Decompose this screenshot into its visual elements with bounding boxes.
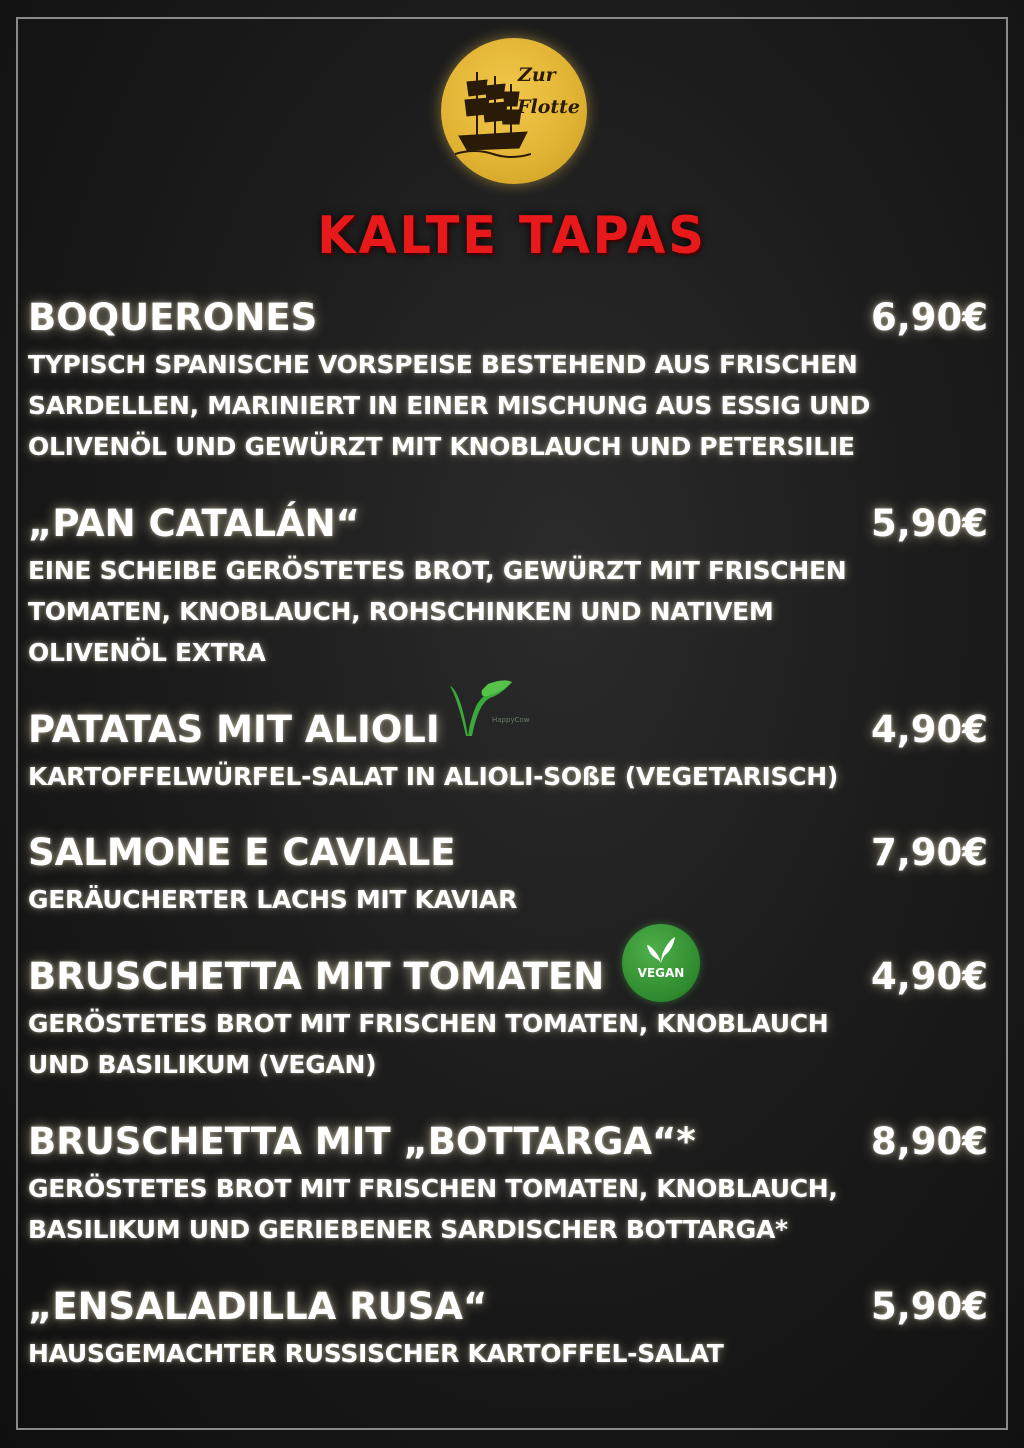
menu-item <box>28 296 988 467</box>
leaf-icon <box>647 935 675 965</box>
item-name: „ENSALADILLA RUSA“ <box>28 1285 488 1328</box>
happycow-watermark: HappyCow <box>492 716 530 724</box>
item-description <box>28 550 988 673</box>
logo-text-line2: Flotte <box>517 96 581 118</box>
item-name: BOQUERONES <box>28 296 318 339</box>
description-line: GERÄUCHERTER LACHS MIT KAVIAR <box>28 885 518 914</box>
description-line: TOMATEN, KNOBLAUCH, ROHSCHINKEN UND NATIVEM <box>28 597 774 626</box>
description-line: SARDELLEN, MARINIERT IN EINER MISCHUNG AUS ESSIG UND <box>28 391 871 420</box>
item-description <box>28 879 988 920</box>
item-price: 7,90€ <box>870 831 988 874</box>
description-line: TYPISCH SPANISCHE VORSPEISE BESTEHEND AUS FRISCHEN <box>28 350 858 379</box>
description-line: OLIVENÖL UND GEWÜRZT MIT KNOBLAUCH UND PETERSILIE <box>28 432 855 461</box>
menu-item <box>28 831 988 920</box>
description-line: GERÖSTETES BROT MIT FRISCHEN TOMATEN, KNOBLAUCH, <box>28 1174 838 1203</box>
item-name: PATATAS MIT ALIOLI <box>28 708 440 751</box>
item-description <box>28 344 988 467</box>
item-name: BRUSCHETTA MIT „BOTTARGA“* <box>28 1120 696 1163</box>
item-description <box>28 756 988 797</box>
description-line: UND BASILIKUM (VEGAN) <box>28 1050 377 1079</box>
item-price: 8,90€ <box>870 1120 988 1163</box>
item-description <box>28 1003 988 1085</box>
menu-item <box>28 955 988 1085</box>
item-description <box>28 1168 988 1250</box>
item-name: „PAN CATALÁN“ <box>28 502 360 545</box>
description-line: BASILIKUM UND GERIEBENER SARDISCHER BOTTARGA* <box>28 1215 788 1244</box>
vegan-badge <box>622 924 700 1002</box>
restaurant-logo <box>441 38 587 184</box>
item-price: 5,90€ <box>870 502 988 545</box>
description-line: GERÖSTETES BROT MIT FRISCHEN TOMATEN, KNOBLAUCH <box>28 1009 829 1038</box>
description-line: KARTOFFELWÜRFEL-SALAT IN ALIOLI-SOßE (VEGETARISCH) <box>28 762 838 791</box>
menu-item <box>28 502 988 673</box>
logo-text-line1: Zur <box>518 64 556 86</box>
item-name: SALMONE E CAVIALE <box>28 831 456 874</box>
vegan-label: VEGAN <box>637 966 685 980</box>
description-line: OLIVENÖL EXTRA <box>28 638 266 667</box>
vegetarian-badge <box>446 680 536 742</box>
item-price: 4,90€ <box>870 708 988 751</box>
section-heading: KALTE TAPAS <box>317 206 707 266</box>
item-description <box>28 1333 988 1374</box>
happycow-v-leaf-icon <box>446 680 516 742</box>
item-name: BRUSCHETTA MIT TOMATEN <box>28 955 605 998</box>
description-line: EINE SCHEIBE GERÖSTETES BROT, GEWÜRZT MIT FRISCHEN <box>28 556 847 585</box>
description-line: HAUSGEMACHTER RUSSISCHER KARTOFFEL-SALAT <box>28 1339 724 1368</box>
item-price: 5,90€ <box>870 1285 988 1328</box>
item-price: 4,90€ <box>870 955 988 998</box>
menu-item <box>28 1285 988 1374</box>
menu-item <box>28 1120 988 1250</box>
item-price: 6,90€ <box>870 296 988 339</box>
